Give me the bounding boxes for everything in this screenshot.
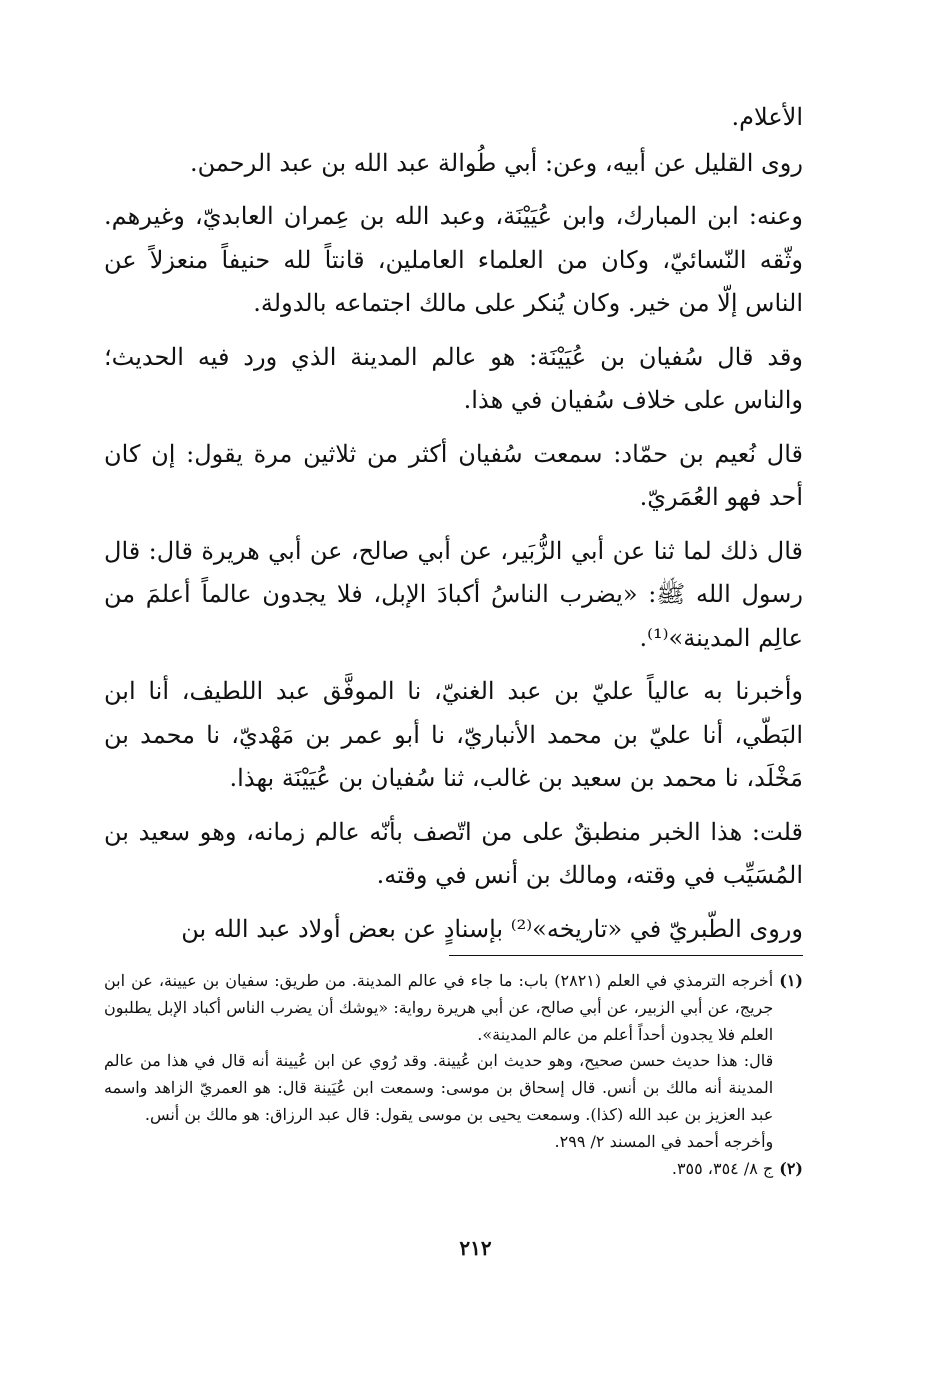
footnote-number: (٢)	[779, 1158, 803, 1178]
paragraph: روى القليل عن أبيه، وعن: أبي طُوالة عبد الله بن عبد الرحمن.	[189, 148, 803, 177]
footnote-line: وأخرجه أحمد في المسند ٢/ ٢٩٩.	[554, 1131, 774, 1151]
footnote-line: أخرجه الترمذي في العلم (٢٨٢١) باب: ما جاء في عالم المدينة. من طريق: سفيان بن عيينة، عن ابن جريج، عن أبي الزبير، عن أبي صالح، عن أبي هريرة رواية: «يوشك أن يضرب الناس أكباد الإبل يطلبون العلم فلا يجدون أحداً أعلم من عالم المدينة».	[104, 971, 774, 1044]
paragraph: وقد قال سُفيان بن عُيَيْنَة: هو عالم المدينة الذي ورد فيه الحديث؛ والناس على خلاف سُفيان في هذا.	[104, 342, 803, 414]
footnote	[104, 1156, 803, 1183]
footnote	[104, 968, 803, 1156]
paragraph: وعنه: ابن المبارك، وابن عُيَيْنَة، وعبد الله بن عِمران العابديّ، وغيرهم. وثّقه النّسائيّ، وكان من العلماء العاملين، قانتاً لله حنيفاً منعزلاً عن الناس إلّا من خير. وكان يُنكر على مالك اجتماعه بالدولة.	[104, 202, 803, 317]
footnote-body	[104, 968, 773, 1156]
footnote-line: ج ٨/ ٣٥٤، ٣٥٥.	[671, 1158, 774, 1178]
paragraph: وأخبرنا به عالياً عليّ بن عبد الغنيّ، نا الموفَّق عبد اللطيف، أنا ابن البَطّي، أنا عليّ بن محمد الأنباريّ، نا أبو عمر بن مَهْديّ، نا محمد بن مَخْلَد، نا محمد بن سعيد بن غالب، ثنا سُفيان بن عُيَيْنَة بهذا.	[104, 677, 803, 792]
footnote-separator	[449, 955, 803, 956]
paragraph: الأعلام.	[731, 103, 803, 131]
paragraph: قال نُعيم بن حمّاد: سمعت سُفيان أكثر من ثلاثين مرة يقول: إن كان أحد فهو العُمَريّ.	[104, 439, 803, 511]
page-number: ٢١٢	[459, 1236, 492, 1260]
main-text	[104, 96, 803, 951]
paragraph: قال ذلك لما ثنا عن أبي الزُّبَير، عن أبي صالح، عن أبي هريرة قال: قال رسول الله ﷺ: «يضرب الناسُ أكبادَ الإبل، فلا يجدون عالماً أعلمَ من عالِم المدينة»⁽¹⁾.	[104, 536, 803, 652]
footnote-number: (١)	[779, 971, 803, 990]
footnote-body	[104, 1156, 773, 1183]
paragraph: قلت: هذا الخبر منطبقٌ على من اتّصف بأنّه عالم زمانه، وهو سعيد بن المُسَيِّب في وقته، ومالك بن أنس في وقته.	[104, 817, 803, 889]
footnotes	[104, 968, 803, 1182]
paragraph: وروى الطّبريّ في «تاريخه»⁽²⁾ بإسنادٍ عن بعض أولاد عبد الله بن	[181, 914, 803, 943]
footnote-line: قال: هذا حديث حسن صحيح، وهو حديث ابن عُيينة. وقد رُوي عن ابن عُيينة أنه قال في هذا من عالم المدينة أنه مالك بن أنس. قال إسحاق بن موسى: وسمعت ابن عُيَينة قال: هو العمريّ الزاهد واسمه عبد العزيز بن عبد الله (كذا). وسمعت يحيى بن موسى يقول: قال عبد الرزاق: هو مالك بن أنس.	[104, 1051, 774, 1124]
